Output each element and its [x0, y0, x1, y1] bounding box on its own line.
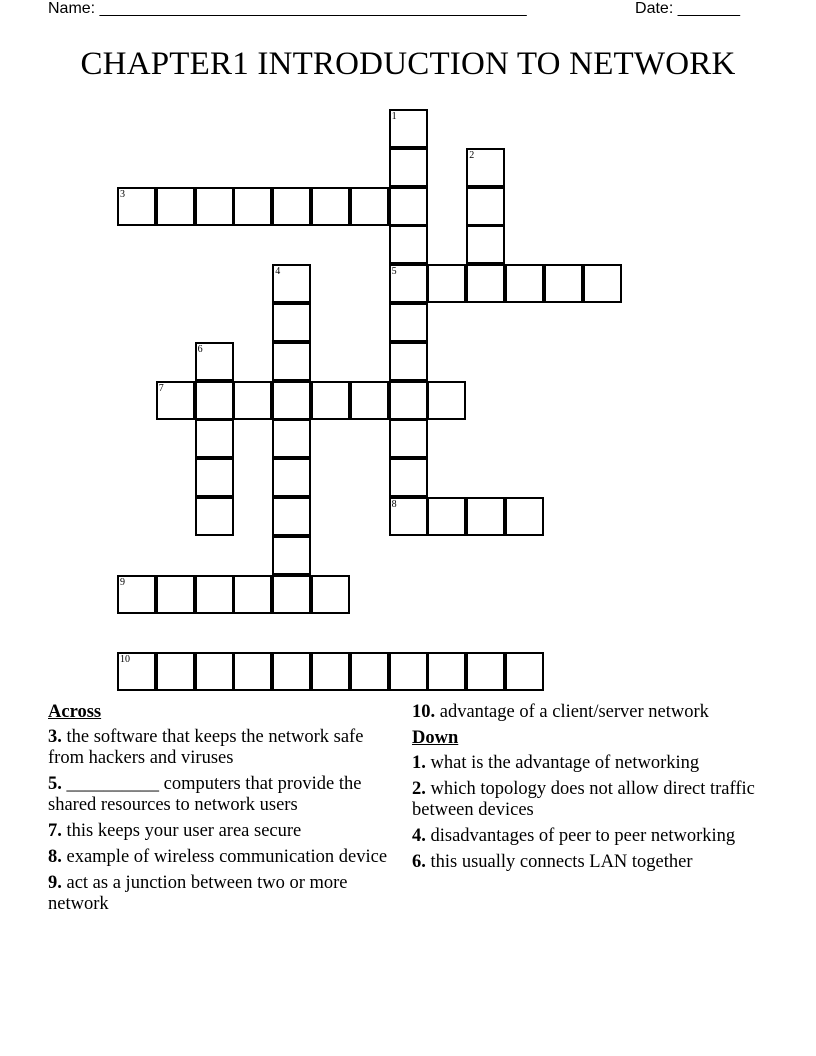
clue-number-label: 2: [469, 149, 475, 161]
crossword-cell[interactable]: [466, 225, 505, 264]
clue-number-label: 8: [391, 499, 397, 510]
crossword-cell[interactable]: [389, 109, 428, 148]
crossword-cell[interactable]: [466, 264, 505, 303]
clue-across-3: 3. the software that keeps the network safe from hackers and viruses: [48, 727, 364, 768]
crossword-cell[interactable]: [272, 419, 311, 458]
clue-across-9: 9. act as a junction between two or more network: [48, 873, 348, 914]
crossword-cell[interactable]: [195, 381, 234, 420]
crossword-cell[interactable]: [505, 497, 544, 536]
crossword-cell[interactable]: [389, 148, 428, 187]
clue-down-1: 1. what is the advantage of networking: [412, 753, 700, 773]
crossword-cell[interactable]: [233, 187, 272, 226]
crossword-cell[interactable]: [389, 303, 428, 342]
crossword-cell[interactable]: [583, 264, 622, 303]
clues-right-column: [412, 702, 757, 878]
clue-number-label: 9: [120, 576, 125, 588]
crossword-cell[interactable]: [311, 187, 350, 226]
crossword-cell[interactable]: [427, 652, 466, 691]
crossword-cell[interactable]: [195, 187, 234, 226]
clue-number-label: 6: [197, 343, 203, 355]
clue-across-10: 10. advantage of a client/server network: [412, 702, 709, 722]
crossword-cell[interactable]: [195, 458, 234, 497]
clue-down-2: 2. which topology does not allow direct traffic between devices: [412, 779, 755, 820]
crossword-cell[interactable]: [350, 187, 389, 226]
crossword-cell[interactable]: [195, 575, 234, 614]
crossword-cell[interactable]: [156, 381, 195, 420]
crossword-cell[interactable]: [389, 497, 428, 536]
crossword-cell[interactable]: [272, 497, 311, 536]
crossword-cell[interactable]: [505, 652, 544, 691]
crossword-cell[interactable]: [544, 264, 583, 303]
crossword-cell[interactable]: [156, 652, 195, 691]
crossword-cell[interactable]: [350, 381, 389, 420]
crossword-cell[interactable]: [466, 497, 505, 536]
crossword-cell[interactable]: [272, 303, 311, 342]
crossword-cell[interactable]: [389, 342, 428, 381]
crossword-cell[interactable]: [427, 264, 466, 303]
crossword-cell[interactable]: [466, 148, 505, 187]
crossword-cell[interactable]: [311, 381, 350, 420]
crossword-cell[interactable]: [389, 187, 428, 226]
clue-number-label: 4: [275, 266, 281, 278]
crossword-cell[interactable]: [272, 575, 311, 614]
crossword-cell[interactable]: [195, 342, 234, 381]
crossword-cell[interactable]: [233, 381, 272, 420]
crossword-cell[interactable]: [466, 187, 505, 226]
crossword-cell[interactable]: [505, 264, 544, 303]
crossword-cell[interactable]: [272, 652, 311, 691]
crossword-cell[interactable]: [272, 536, 311, 575]
crossword-cell[interactable]: [350, 652, 389, 691]
clue-number-label: 7: [158, 382, 164, 394]
crossword-cell[interactable]: [389, 381, 428, 420]
crossword-cell[interactable]: [117, 652, 156, 691]
clue-down-4: 4. disadvantages of peer to peer networking: [412, 826, 736, 846]
clues-left-column: [48, 702, 393, 920]
page-title: CHAPTER1 INTRODUCTION TO NETWORK: [80, 46, 736, 82]
clue-number-label: 1: [391, 111, 397, 122]
crossword-cell[interactable]: [311, 575, 350, 614]
clue-across-5: 5. __________ computers that provide the shared resources to network users: [48, 774, 362, 815]
crossword-cell[interactable]: [389, 264, 428, 303]
crossword-cell[interactable]: [272, 342, 311, 381]
crossword-cell[interactable]: [156, 575, 195, 614]
crossword-cell[interactable]: [272, 187, 311, 226]
name-field-label[interactable]: Name: ________________________________________________: [48, 0, 527, 17]
crossword-cell[interactable]: [195, 652, 234, 691]
clue-across-8: 8. example of wireless communication device: [48, 847, 388, 867]
clue-across-7: 7. this keeps your user area secure: [48, 821, 302, 841]
crossword-cell[interactable]: [195, 497, 234, 536]
crossword-cell[interactable]: [195, 419, 234, 458]
crossword-cell[interactable]: [427, 381, 466, 420]
crossword-cell[interactable]: [389, 225, 428, 264]
clue-down-6: 6. this usually connects LAN together: [412, 852, 693, 872]
crossword-cell[interactable]: [311, 652, 350, 691]
clue-number-label: 5: [391, 266, 397, 278]
crossword-cell[interactable]: [389, 652, 428, 691]
crossword-cell[interactable]: [233, 652, 272, 691]
crossword-cell[interactable]: [272, 458, 311, 497]
crossword-cell[interactable]: [427, 497, 466, 536]
crossword-cell[interactable]: [272, 264, 311, 303]
clue-number-label: 3: [120, 188, 125, 200]
crossword-cell[interactable]: [389, 458, 428, 497]
crossword-cell[interactable]: [156, 187, 195, 226]
crossword-cell[interactable]: [117, 575, 156, 614]
crossword-cell[interactable]: [466, 652, 505, 691]
clue-number-label: 10: [120, 654, 130, 666]
crossword-cell[interactable]: [117, 187, 156, 226]
down-heading: Down: [412, 728, 459, 748]
across-heading: Across: [48, 702, 102, 722]
crossword-cell[interactable]: [272, 381, 311, 420]
crossword-cell[interactable]: [389, 419, 428, 458]
crossword-cell[interactable]: [233, 575, 272, 614]
date-field-label[interactable]: Date: _______: [635, 0, 740, 17]
